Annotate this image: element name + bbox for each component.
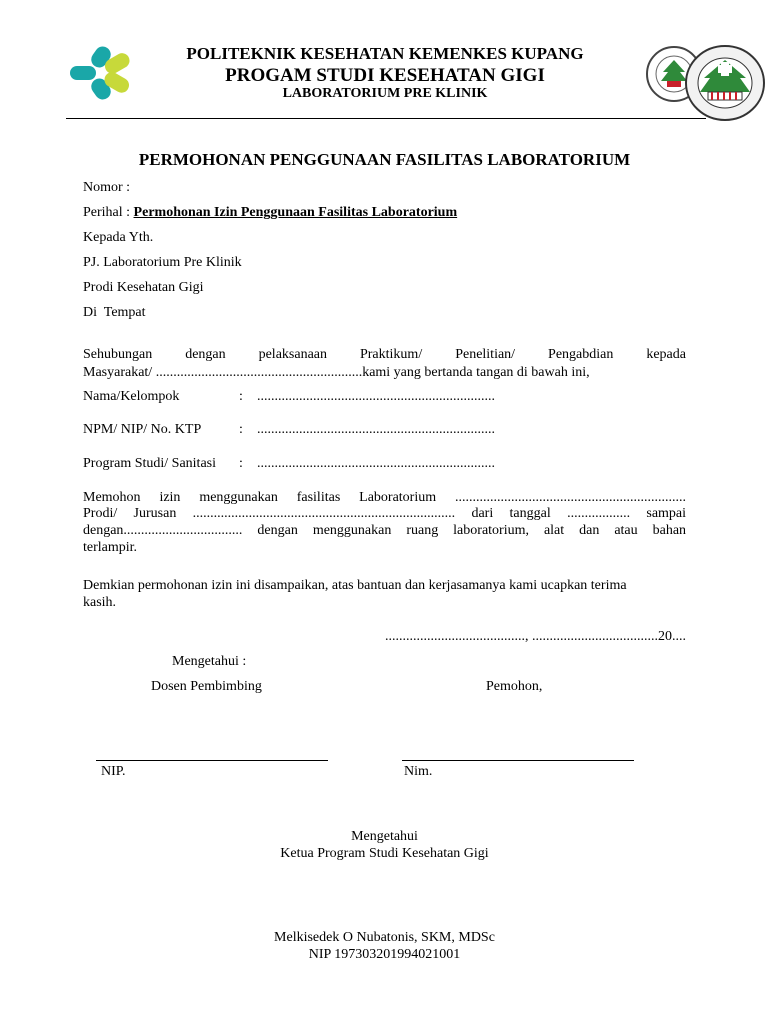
field-prodi-sep: : (239, 456, 243, 471)
perihal-label: Perihal : (83, 205, 134, 220)
field-nama-label: Nama/Kelompok (83, 389, 180, 404)
nip-label: NIP. (101, 764, 126, 779)
program-name: PROGAM STUDI KESEHATAN GIGI (225, 65, 545, 86)
para3-line2: kasih. (83, 595, 117, 610)
seal-prodi-gigi (684, 44, 766, 122)
signature-line-dosen (96, 760, 328, 761)
para1-line2: Masyarakat/ ...........................................................kami yang bertanda tangan di bawah ini, (83, 365, 590, 380)
mengetahui-ketua-label: Mengetahui (351, 829, 418, 844)
signature-line-pemohon (402, 760, 634, 761)
ketua-title: Ketua Program Studi Kesehatan Gigi (280, 846, 489, 861)
para1-line1: Sehubungan dengan pelaksanaan Praktikum/ Penelitian/ Pengabdian kepada (83, 347, 686, 362)
document-title: PERMOHONAN PENGGUNAAN FASILITAS LABORATORIUM (138, 150, 631, 169)
field-npm-label: NPM/ NIP/ No. KTP (83, 422, 202, 437)
ketua-name: Melkisedek O Nubatonis, SKM, MDSc (274, 930, 495, 945)
mengetahui-label: Mengetahui : (172, 654, 247, 669)
nomor-line: Nomor : (83, 180, 131, 195)
para3-line1: Demkian permohonan izin ini disampaikan, atas bantuan dan kerjasamanya kami ucapkan terima (83, 578, 627, 593)
pemohon-label: Pemohon, (486, 679, 543, 694)
dosen-label: Dosen Pembimbing (151, 679, 262, 694)
field-nama-sep: : (239, 389, 243, 404)
para2-line2: Prodi/ Jurusan ........................................................................... dari tanggal .................. sampai (83, 506, 687, 521)
para2-line1: Memohon izin menggunakan fasilitas Laboratorium .................................................................. (83, 490, 686, 505)
ketua-nip: NIP 197303201994021001 (308, 947, 461, 962)
perihal-value: Permohonan Izin Penggunaan Fasilitas Laboratorium (133, 205, 458, 220)
kepada-line: Kepada Yth. (83, 230, 154, 245)
date-line: ........................................, ....................................20.... (385, 629, 686, 644)
recipient-line-1: PJ. Laboratorium Pre Klinik (83, 255, 242, 270)
field-nama-dots: .................................................................... (257, 389, 495, 404)
field-prodi-dots: .................................................................... (257, 456, 495, 471)
lab-name: LABORATORIUM PRE KLINIK (282, 86, 488, 101)
kemenkes-logo (68, 44, 134, 102)
field-npm-sep: : (239, 422, 243, 437)
perihal-line (83, 204, 457, 221)
recipient-line-3: Di Tempat (83, 305, 146, 320)
institution-name: POLITEKNIK KESEHATAN KEMENKES KUPANG (186, 44, 584, 63)
recipient-line-2: Prodi Kesehatan Gigi (83, 280, 204, 295)
nim-label: Nim. (404, 764, 433, 779)
para2-line3: dengan.................................. dengan menggunakan ruang laboratorium, alat dan atau bahan (83, 523, 687, 538)
para2-line4: terlampir. (83, 540, 138, 555)
field-prodi-label: Program Studi/ Sanitasi (83, 456, 216, 471)
header-rule (66, 118, 706, 119)
logo-petal-left (70, 66, 96, 80)
field-npm-dots: .................................................................... (257, 422, 495, 437)
